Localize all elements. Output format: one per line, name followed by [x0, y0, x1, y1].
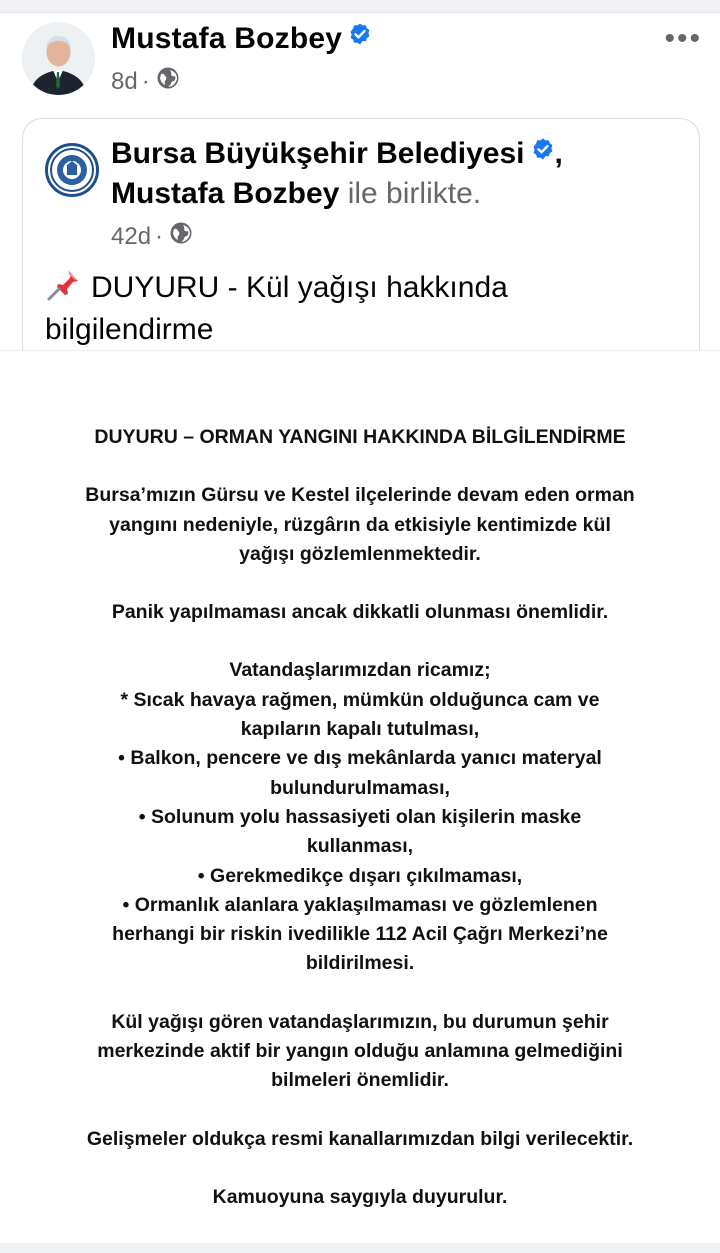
announcement-image[interactable] [0, 350, 720, 1244]
notice-line: bilmeleri önemlidir. [271, 1069, 449, 1092]
org-avatar[interactable] [45, 143, 99, 197]
org-comma: , [554, 137, 563, 170]
org-name-line [111, 137, 563, 172]
notice-line: yangını nedeniyle, rüzgârın da etkisiyle kentimizde kül [109, 513, 611, 536]
post-meta [111, 66, 180, 97]
notice-line: Kül yağışı gören vatandaşlarımızın, bu durumun şehir [111, 1010, 609, 1033]
notice-line: Panik yapılmaması ancak dikkatli olunması önemlidir. [111, 601, 609, 624]
announcement-title: DUYURU – ORMAN YANGINI HAKKINDA BİLGİLENDİRME [94, 426, 626, 448]
org-name[interactable]: Bursa Büyükşehir Belediyesi [111, 137, 525, 170]
announcement-text [0, 423, 720, 1212]
author-name[interactable] [111, 22, 372, 57]
notice-line: bildirilmesi. [305, 952, 415, 975]
notice-line: herhangi bir riskin ivedilikle 112 Acil Çağrı Merkezi’ne [112, 923, 608, 946]
bottom-divider [0, 1243, 720, 1253]
notice-line: • Gerekmedikçe dışarı çıkılmaması, [197, 864, 523, 887]
with-line [111, 177, 481, 211]
notice-line: Gelişmeler oldukça resmi kanallarımızdan bilgi verilecektir. [86, 1127, 634, 1150]
with-suffix: ile birlikte. [339, 177, 482, 210]
post-time[interactable]: 8d [111, 67, 138, 95]
shared-post-card[interactable] [22, 118, 700, 369]
notice-line: Vatandaşlarımızdan ricamız; [229, 659, 491, 682]
notice-line: Bursa’mızın Gürsu ve Kestel ilçelerinde devam eden orman [85, 484, 635, 507]
notice-line: • Solunum yolu hassasiyeti olan kişilerin maske [138, 805, 582, 828]
globe-icon [156, 66, 180, 97]
shared-post-text [45, 267, 665, 349]
notice-line: bulundurulmaması, [270, 776, 450, 799]
notice-line: kullanması, [306, 835, 414, 858]
author-avatar[interactable] [22, 22, 95, 95]
meta-separator: · [141, 67, 150, 95]
verified-badge-icon [348, 20, 372, 54]
shared-post-meta [111, 221, 193, 252]
municipality-logo [48, 146, 96, 194]
pushpin-icon [45, 267, 83, 311]
notice-line: merkezinde aktif bir yangın olduğu anlamına gelmediğini [97, 1040, 623, 1063]
notice-line: yağışı gözlemlenmektedir. [239, 542, 481, 565]
notice-line: Kamuoyuna saygıyla duyurulur. [212, 1185, 508, 1208]
notice-line: • Ormanlık alanlara yaklaşılmaması ve gözlemlenen [122, 893, 598, 916]
shared-post-time[interactable]: 42d [111, 222, 152, 250]
with-name[interactable]: Mustafa Bozbey [111, 177, 340, 210]
more-options-icon[interactable]: ••• [664, 22, 702, 55]
notice-line: kapıların kapalı tutulması, [240, 718, 480, 741]
avatar-portrait [22, 22, 95, 95]
post-header [22, 22, 712, 102]
top-divider [0, 0, 720, 13]
notice-line: * Sıcak havaya rağmen, mümkün olduğunca cam ve [120, 688, 600, 711]
notice-line: • Balkon, pencere ve dış mekânlarda yanıcı materyal [118, 747, 602, 770]
meta-separator: · [155, 222, 164, 250]
author-name-text[interactable]: Mustafa Bozbey [111, 22, 343, 55]
globe-icon [169, 221, 193, 252]
verified-badge-icon [531, 135, 555, 169]
shared-post-text-content: DUYURU - Kül yağışı hakkında bilgilendirme [45, 270, 508, 346]
